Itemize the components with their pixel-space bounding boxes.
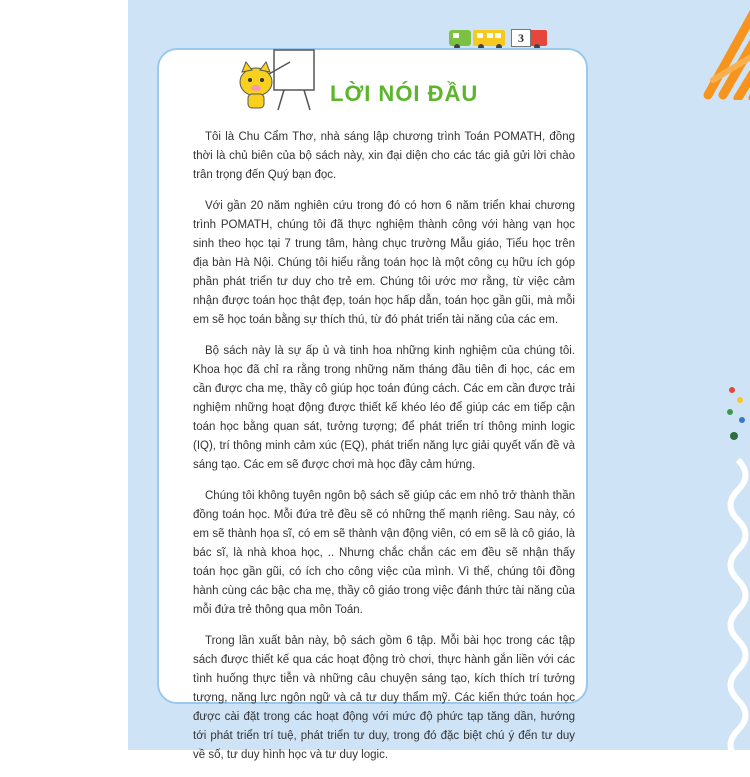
- paragraph: Chúng tôi không tuyên ngôn bộ sách sẽ giúp các em nhỏ trở thành thần đồng toán học. Mỗi đứa trẻ đều sẽ có những thế mạnh riêng. Sau này, có em sẽ thành họa sĩ, có em sẽ thành vận động viên, có em sẽ là cô giáo, là bác sĩ, là nhà khoa học, .. Nhưng chắc chắn các em đều sẽ nhận thấy toán học gần gũi, có ích cho công việc của mình. Vì thế, chúng tôi đồng hành cùng các bậc cha mẹ, thầy cô giáo trong việc đánh thức tài năng của mỗi đứa trẻ thông qua môn Toán.: [193, 490, 575, 616]
- paragraph: Trong lần xuất bản này, bộ sách gồm 6 tập. Mỗi bài học trong các tập sách được thiết kế qua các hoạt động trò chơi, thực hành gắn liền với các tình huống thực tiễn và những câu chuyện sáng tạo, kích thích trí tưởng tượng, năng lực ngôn ngữ và cả tư duy thẩm mỹ. Các kiến thức toán học được cài đặt trong các hoạt động với mức độ phức tạp tăng dần, hướng tới phát triển trí tuệ, phát triển tư duy, trong đó đặc biệt chú ý đến tư duy về số, tư duy hình học và tư duy logic.: [193, 635, 575, 761]
- paragraph: Tôi là Chu Cẩm Thơ, nhà sáng lập chương trình Toán POMATH, đồng thời là chủ biên của bộ sách này, xin đại diện cho các tác giả gửi lời chào trân trọng đến Quý bạn đọc.: [193, 131, 575, 181]
- wavy-line-decoration: [718, 320, 750, 750]
- paragraph: Bộ sách này là sự ấp ủ và tinh hoa những kinh nghiệm của chúng tôi. Khoa học đã chỉ ra rằng trong những năm tháng đầu tiên đi học, các em cần được cha mẹ, thầy cô giúp học toán đúng cách. Các em cần được trải nghiệm những hoạt động được thiết kế khéo léo để giúp các em tiếp cận toán học bằng quan sát, tưởng tượng; để phát triển trí thông minh logic (IQ), trí thông minh cảm xúc (EQ), phát triển năng lực giải quyết vấn đề và sáng tạo. Các em sẽ được chơi mà học đầy cảm hứng.: [193, 345, 575, 471]
- paragraph: Với gần 20 năm nghiên cứu trong đó có hơn 6 năm triển khai chương trình POMATH, chúng tôi đã thực nghiệm thành công với hàng vạn học sinh theo học tại 7 trung tâm, hàng chục trường Mẫu giáo, Tiểu học trên địa bàn Hà Nội. Chúng tôi hiểu rằng toán học là một công cụ hữu ích góp phần phát triển tư duy cho trẻ em. Chúng tôi ước mơ rằng, từ việc cảm nhận được toán học thật đẹp, toán học hấp dẫn, toán học gần gũi, mà mỗi em sẽ học toán bằng sự thích thú, từ đó phát triển tài năng của các em.: [193, 200, 575, 326]
- page-title: LỜI NÓI ĐẦU: [330, 81, 479, 106]
- pig-mascot-with-board-illustration: [232, 48, 322, 112]
- dot-decoration: [729, 387, 735, 393]
- page-number: 3: [511, 29, 531, 47]
- orange-scribble-decoration: [688, 0, 750, 100]
- body-text: [193, 128, 575, 777]
- train-decoration: [449, 24, 549, 50]
